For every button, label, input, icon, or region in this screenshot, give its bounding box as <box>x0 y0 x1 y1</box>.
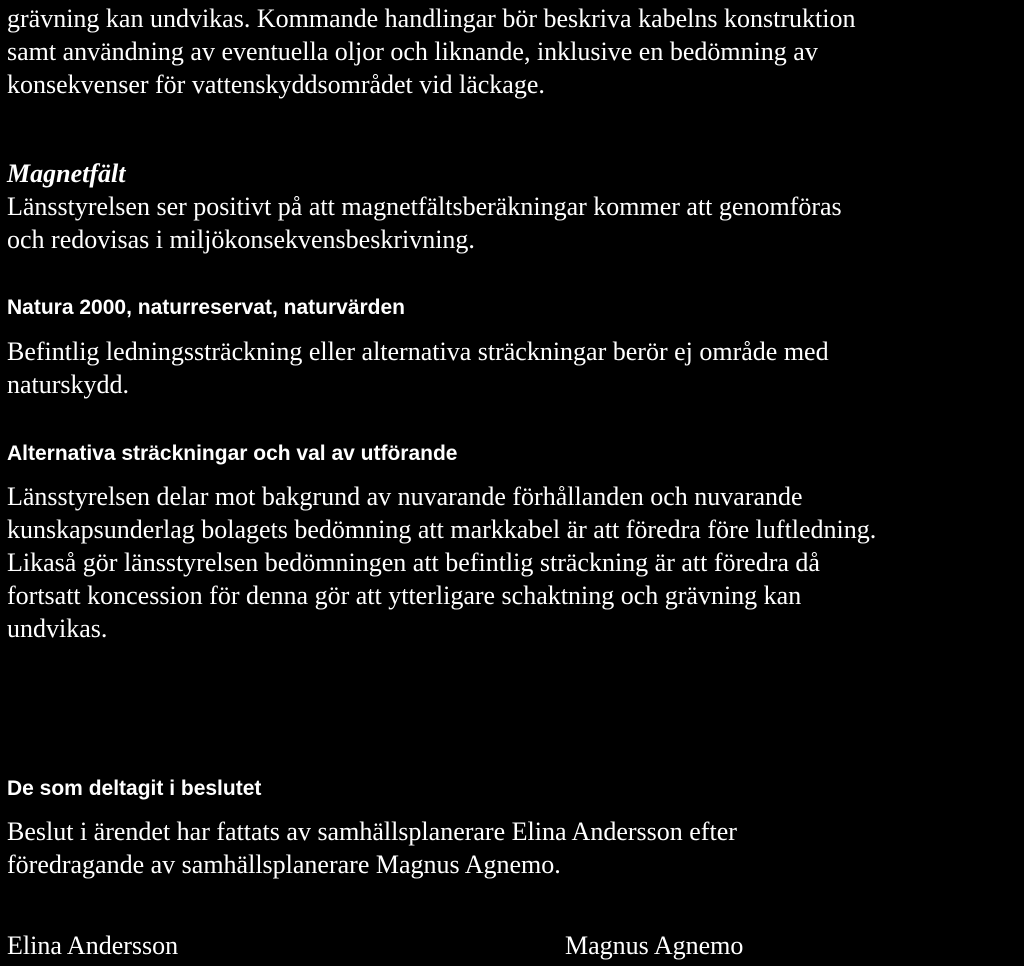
deltagit-paragraph <box>7 815 737 881</box>
alternativa-heading: Alternativa sträckningar och val av utförande <box>7 442 458 465</box>
alternativa-line: Länsstyrelsen delar mot bakgrund av nuvarande förhållanden och nuvarande <box>7 482 803 511</box>
signature-block <box>7 929 1019 962</box>
magnetfalt-line: Länsstyrelsen ser positivt på att magnetfältsberäkningar kommer att genomföras <box>7 192 842 221</box>
deltagit-heading: De som deltagit i beslutet <box>7 777 262 800</box>
natura-heading: Natura 2000, naturreservat, naturvärden <box>7 296 406 319</box>
alternativa-paragraph <box>7 480 876 645</box>
deltagit-line: Beslut i ärendet har fattats av samhällsplanerare Elina Andersson efter <box>7 817 737 846</box>
magnetfalt-paragraph <box>7 190 842 256</box>
deltagit-line: föredragande av samhällsplanerare Magnus Agnemo. <box>7 850 561 879</box>
alternativa-line: kunskapsunderlag bolagets bedömning att markkabel är att föredra före luftledning. <box>7 515 877 544</box>
signature-name-right: Magnus Agnemo <box>565 931 744 960</box>
intro-paragraph <box>7 2 855 101</box>
natura-line: Befintlig ledningssträckning eller alternativa sträckningar berör ej område med <box>7 337 829 366</box>
magnetfalt-heading: Magnetfält <box>7 159 126 188</box>
alternativa-line: fortsatt koncession för denna gör att ytterligare schaktning och grävning kan <box>7 581 802 610</box>
intro-line: konsekvenser för vattenskyddsområdet vid läckage. <box>7 70 545 99</box>
alternativa-line: Likaså gör länsstyrelsen bedömningen att befintlig sträckning är att föredra då <box>7 548 820 577</box>
intro-line: grävning kan undvikas. Kommande handlingar bör beskriva kabelns konstruktion <box>7 4 856 33</box>
signature-name-left: Elina Andersson <box>7 931 179 960</box>
natura-paragraph <box>7 335 829 401</box>
alternativa-line: undvikas. <box>7 614 108 643</box>
intro-line: samt användning av eventuella oljor och liknande, inklusive en bedömning av <box>7 37 818 66</box>
magnetfalt-line: och redovisas i miljökonsekvensbeskrivning. <box>7 225 475 254</box>
natura-line: naturskydd. <box>7 370 130 399</box>
